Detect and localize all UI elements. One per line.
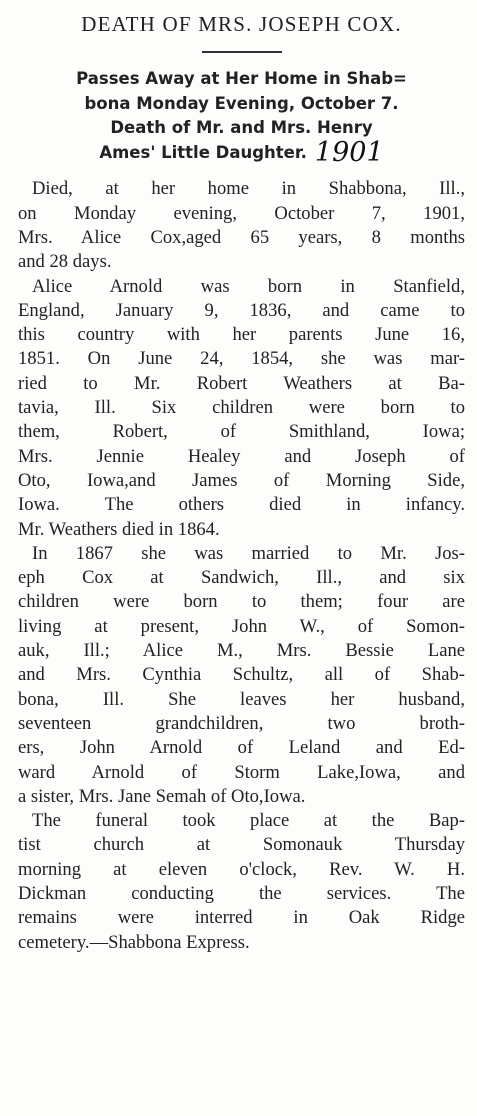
subheadline	[18, 67, 465, 168]
article-body	[18, 177, 465, 955]
text-line: them, Robert, of Smithland, Iowa;	[18, 421, 465, 443]
text-line: living at present, John W., of Somon-	[18, 615, 465, 637]
text-line: cemetery.—Shabbona Express.	[18, 931, 250, 953]
paragraph	[18, 275, 465, 542]
subheadline-line: Death of Mr. and Mrs. Henry	[110, 118, 373, 138]
paragraph	[18, 542, 465, 809]
text-line: a sister, Mrs. Jane Semah of Oto,Iowa.	[18, 785, 306, 807]
text-line: Alice Arnold was born in Stanfield,	[32, 275, 465, 297]
text-line: and Mrs. Cynthia Schultz, all of Shab-	[18, 664, 465, 686]
text-line: remains were interred in Oak Ridge	[18, 907, 465, 929]
text-line: on Monday evening, October 7, 1901,	[18, 202, 465, 224]
subheadline-line: Passes Away at Her Home in Shab=	[76, 69, 407, 88]
text-line: Oto, Iowa,and James of Morning Side,	[18, 469, 465, 491]
text-line: and 28 days.	[18, 251, 112, 273]
text-line: Mr. Weathers died in 1864.	[18, 518, 220, 540]
text-line: Iowa. The others died in infancy.	[18, 494, 465, 516]
handwritten-year: 1901	[314, 136, 384, 168]
text-line: tist church at Somonauk Thursday	[18, 834, 465, 856]
text-line: morning at eleven o'clock, Rev. W. H.	[18, 858, 465, 880]
text-line: ried to Mr. Robert Weathers at Ba-	[18, 372, 465, 394]
subheadline-line	[18, 136, 465, 168]
paragraph	[18, 177, 465, 274]
text-line: Dickman conducting the services. The	[18, 882, 465, 904]
text-line: Mrs. Jennie Healey and Joseph of	[18, 445, 465, 467]
subheadline-text: Ames' Little Daughter.	[99, 142, 307, 162]
text-line: ward Arnold of Storm Lake,Iowa, and	[18, 761, 465, 783]
text-line: ers, John Arnold of Leland and Ed-	[18, 737, 465, 759]
text-line: tavia, Ill. Six children were born to	[18, 397, 465, 419]
text-line: this country with her parents June 16,	[18, 324, 465, 346]
subheadline-line: bona Monday Evening, October 7.	[84, 93, 399, 113]
text-line: 1851. On June 24, 1854, she was mar-	[18, 348, 465, 370]
text-line: bona, Ill. She leaves her husband,	[18, 688, 465, 710]
text-line: In 1867 she was married to Mr. Jos-	[32, 542, 465, 564]
text-line: Mrs. Alice Cox,aged 65 years, 8 months	[18, 226, 465, 248]
text-line: England, January 9, 1836, and came to	[18, 299, 465, 321]
text-line: children were born to them; four are	[18, 591, 465, 613]
paragraph	[18, 809, 465, 955]
text-line: The funeral took place at the Bap-	[32, 810, 465, 832]
headline: DEATH OF MRS. JOSEPH COX.	[81, 12, 402, 36]
text-line: auk, Ill.; Alice M., Mrs. Bessie Lane	[18, 640, 465, 662]
text-line: eph Cox at Sandwich, Ill., and six	[18, 567, 465, 589]
text-line: seventeen grandchildren, two broth-	[18, 712, 465, 734]
divider-rule	[202, 51, 282, 53]
text-line: Died, at her home in Shabbona, Ill.,	[32, 178, 465, 200]
